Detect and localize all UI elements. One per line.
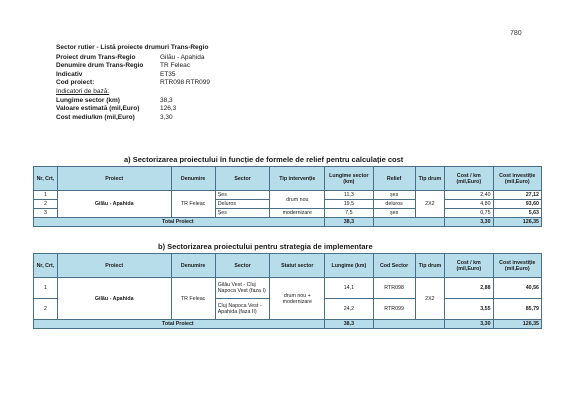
- info-row: [56, 62, 210, 71]
- info-label: Denumire drum Trans-Regio: [56, 62, 144, 70]
- interventie-cell: modernizare: [270, 209, 325, 218]
- header-cell: Denumire: [171, 254, 215, 278]
- header-cell: Sector: [215, 254, 270, 278]
- total-cost-inv: 126,35: [493, 218, 541, 227]
- sector-cell: Gilău Vest - Cluj Napoca Vest (faza I): [215, 278, 270, 299]
- table-header-row: [34, 254, 542, 278]
- cost-km-cell: 2,88: [445, 278, 493, 299]
- indicator-value: 38,3: [160, 96, 173, 104]
- total-label: Total Proiect: [34, 320, 325, 329]
- lungime-cell: 14,1: [325, 278, 373, 299]
- lungime-cell: 24,2: [325, 299, 373, 320]
- indicators-heading: [56, 88, 210, 97]
- lungime-cell: 7,5: [325, 209, 373, 218]
- cost-inv-cell: 93,60: [493, 200, 541, 209]
- relief-cell: șes: [373, 191, 415, 200]
- info-value: TR Feleac: [160, 62, 190, 70]
- indicator-label: Cost mediu/km (mil,Euro): [56, 113, 135, 121]
- indicator-label: Lungime sector (km): [56, 96, 120, 104]
- table-implementation: [33, 253, 542, 329]
- total-spacer: [373, 218, 445, 227]
- cost-km-cell: 4,80: [445, 200, 493, 209]
- info-title: Sector rutier - Listă proiecte drumuri Trans-Regio: [56, 44, 209, 51]
- row-number: 2: [34, 299, 58, 320]
- header-cell: Tip intervenție: [270, 167, 325, 191]
- tip-drum-cell: 2X2: [415, 278, 444, 320]
- proiect-cell: Gilău - Apahida: [57, 191, 171, 218]
- header-cell: Proiect: [57, 167, 171, 191]
- header-cell: Sector: [215, 167, 270, 191]
- cost-inv-cell: 40,56: [493, 278, 541, 299]
- sector-cell: Șes: [215, 191, 270, 200]
- cost-inv-cell: 5,63: [493, 209, 541, 218]
- info-label: Indicativ: [56, 70, 83, 78]
- indicator-row: [56, 114, 210, 123]
- lungime-cell: 11,3: [325, 191, 373, 200]
- header-cell: Cost investiție (mil,Euro): [493, 167, 541, 191]
- page-number: 780: [510, 30, 522, 37]
- cost-km-cell: 3,55: [445, 299, 493, 320]
- header-cell: Nr, Crt,: [34, 167, 58, 191]
- info-row: [56, 71, 210, 80]
- header-cell: Lungime (km): [325, 254, 373, 278]
- cost-inv-cell: 27,12: [493, 191, 541, 200]
- relief-cell: șes: [373, 209, 415, 218]
- cost-km-cell: 2,40: [445, 191, 493, 200]
- total-label: Total Proiect: [34, 218, 325, 227]
- sector-cell: Șes: [215, 209, 270, 218]
- header-cell: Tip drum: [415, 167, 444, 191]
- total-lungime: 38,3: [325, 218, 373, 227]
- sector-cell: Deluros: [215, 200, 270, 209]
- header-cell: Proiect: [57, 254, 171, 278]
- row-number: 3: [34, 209, 58, 218]
- relief-cell: deluros: [373, 200, 415, 209]
- header-cell: Denumire: [171, 167, 215, 191]
- header-cell: Tip drum: [415, 254, 444, 278]
- indicator-row: [56, 105, 210, 114]
- header-cell: Lungime sector (km): [325, 167, 373, 191]
- lungime-cell: 19,5: [325, 200, 373, 209]
- header-cell: Relief: [373, 167, 415, 191]
- denumire-cell: TR Feleac: [171, 191, 215, 218]
- indicator-value: 3,30: [160, 113, 173, 121]
- info-row: [56, 54, 210, 63]
- table-b-title: b) Sectorizarea proiectului pentru strategia de implementare: [158, 242, 373, 251]
- table-header-row: [34, 167, 542, 191]
- project-info: [56, 44, 210, 122]
- cod-cell: RTR099: [373, 299, 415, 320]
- sector-cell: Cluj Napoca Vest - Apahida (faza II): [215, 299, 270, 320]
- interventie-cell: drum nou: [270, 191, 325, 209]
- info-label: Cod proiect:: [56, 79, 95, 87]
- cod-cell: RTR098: [373, 278, 415, 299]
- info-label: Proiect drum Trans-Regio: [56, 53, 136, 61]
- total-cost-km: 3,30: [445, 320, 493, 329]
- total-row: [34, 218, 542, 227]
- table-relief: [33, 166, 542, 227]
- header-cell: Nr, Crt,: [34, 254, 58, 278]
- header-cell: Cost investiție (mil,Euro): [493, 254, 541, 278]
- header-cell: Cost / km (mil,Euro): [445, 167, 493, 191]
- proiect-cell: Gilău - Apahida: [57, 278, 171, 320]
- info-value: RTR098 RTR099: [160, 79, 210, 87]
- header-cell: Statut sector: [270, 254, 325, 278]
- row-number: 1: [34, 191, 58, 200]
- total-lungime: 38,3: [325, 320, 373, 329]
- header-cell: Cost / km (mil,Euro): [445, 254, 493, 278]
- info-value: Gilău - Apahida: [160, 53, 205, 61]
- total-cost-km: 3,30: [445, 218, 493, 227]
- indicators-heading-text: Indicatori de bază:: [56, 87, 110, 95]
- cost-km-cell: 0,75: [445, 209, 493, 218]
- denumire-cell: TR Feleac: [171, 278, 215, 320]
- info-value: ET35: [160, 70, 176, 78]
- statut-cell: drum nou + modernizare: [270, 278, 325, 320]
- row-number: 1: [34, 278, 58, 299]
- row-number: 2: [34, 200, 58, 209]
- table-row: [34, 278, 542, 299]
- total-cost-inv: 126,35: [493, 320, 541, 329]
- info-row: [56, 79, 210, 88]
- table-a-title: a) Sectorizarea proiectului în funcție de formele de relief pentru calculație cost: [124, 155, 404, 164]
- indicator-row: [56, 97, 210, 106]
- header-cell: Cod Sector: [373, 254, 415, 278]
- indicator-label: Valoare estimată (mil,Euro): [56, 105, 140, 113]
- total-row: [34, 320, 542, 329]
- indicator-value: 126,3: [160, 105, 177, 113]
- table-row: [34, 191, 542, 200]
- tip-drum-cell: 2X2: [415, 191, 444, 218]
- cost-inv-cell: 85,79: [493, 299, 541, 320]
- total-spacer: [373, 320, 445, 329]
